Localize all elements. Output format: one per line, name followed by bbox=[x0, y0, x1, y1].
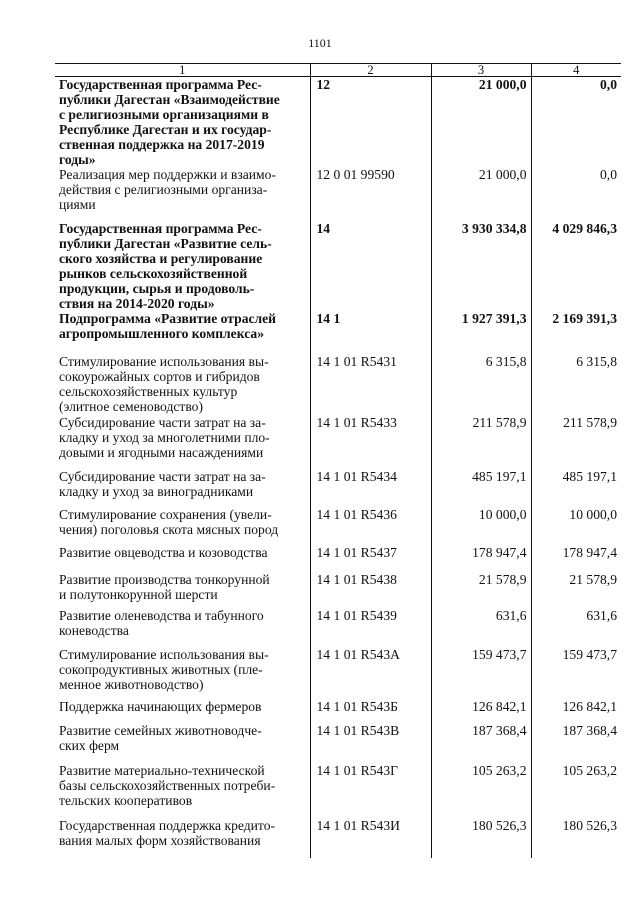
row-name-line: циями bbox=[59, 197, 96, 212]
row-name-line: Развитие производства тонкорунной bbox=[59, 572, 270, 587]
row-name bbox=[55, 507, 310, 545]
row-value-2018: 10 000,0 bbox=[531, 507, 621, 545]
table-row bbox=[55, 572, 621, 608]
row-name-line: Государственная программа Рес- bbox=[59, 221, 262, 236]
row-name bbox=[55, 469, 310, 507]
row-name-line: сельскохозяйственных культур bbox=[59, 384, 238, 399]
row-code: 14 1 01 R543А bbox=[310, 647, 431, 699]
row-name-line: довыми и ягодными насаждениями bbox=[59, 445, 264, 460]
row-code: 14 1 01 R5431 bbox=[310, 354, 431, 415]
row-name-line: и полутонкорунной шерсти bbox=[59, 587, 218, 602]
table-row bbox=[55, 311, 621, 354]
row-name bbox=[55, 723, 310, 763]
row-value-2017: 105 263,2 bbox=[431, 763, 531, 818]
row-name-line: Субсидирование части затрат на за- bbox=[59, 415, 266, 430]
row-value-2018: 631,6 bbox=[531, 608, 621, 647]
row-code: 14 1 01 R543В bbox=[310, 723, 431, 763]
row-code: 14 1 01 R543И bbox=[310, 818, 431, 858]
row-value-2018: 105 263,2 bbox=[531, 763, 621, 818]
row-value-2017: 631,6 bbox=[431, 608, 531, 647]
row-name-line: продукции, сырья и продоволь- bbox=[59, 281, 255, 296]
row-name-line: ских ферм bbox=[59, 738, 120, 753]
row-value-2018: 2 169 391,3 bbox=[531, 311, 621, 354]
row-name bbox=[55, 221, 310, 311]
row-name-line: Реализация мер поддержки и взаимо- bbox=[59, 167, 276, 182]
table-row bbox=[55, 469, 621, 507]
row-code: 12 0 01 99590 bbox=[310, 167, 431, 221]
row-value-2017: 485 197,1 bbox=[431, 469, 531, 507]
row-value-2017: 178 947,4 bbox=[431, 545, 531, 572]
column-header: 2 bbox=[310, 64, 431, 77]
row-name bbox=[55, 647, 310, 699]
column-header: 1 bbox=[55, 64, 310, 77]
table-row bbox=[55, 699, 621, 723]
table-row bbox=[55, 77, 621, 168]
row-name-line: публики Дагестан «Взаимодействие bbox=[59, 92, 280, 107]
row-name-line: Развитие материально-технической bbox=[59, 763, 265, 778]
row-value-2018: 159 473,7 bbox=[531, 647, 621, 699]
table-body bbox=[55, 77, 621, 859]
row-code: 14 1 01 R543Г bbox=[310, 763, 431, 818]
table-row bbox=[55, 221, 621, 311]
row-name-line: вания малых форм хозяйствования bbox=[59, 833, 261, 848]
row-name-line: Подпрограмма «Развитие отраслей bbox=[59, 311, 277, 326]
table-row bbox=[55, 354, 621, 415]
table-row bbox=[55, 167, 621, 221]
row-name bbox=[55, 608, 310, 647]
row-value-2018: 178 947,4 bbox=[531, 545, 621, 572]
row-name-line: Стимулирование использования вы- bbox=[59, 354, 269, 369]
row-code: 14 1 01 R5438 bbox=[310, 572, 431, 608]
row-name-line: с религиозными организациями в bbox=[59, 107, 269, 122]
row-value-2017: 6 315,8 bbox=[431, 354, 531, 415]
row-name bbox=[55, 699, 310, 723]
row-value-2017: 21 000,0 bbox=[431, 167, 531, 221]
row-value-2017: 126 842,1 bbox=[431, 699, 531, 723]
table-row bbox=[55, 545, 621, 572]
row-name-line: базы сельскохозяйственных потреби- bbox=[59, 778, 276, 793]
row-value-2018: 187 368,4 bbox=[531, 723, 621, 763]
row-value-2018: 485 197,1 bbox=[531, 469, 621, 507]
row-name-line: Государственная поддержка кредито- bbox=[59, 818, 276, 833]
column-header: 3 bbox=[431, 64, 531, 77]
row-name-line: Развитие овцеводства и козоводства bbox=[59, 545, 268, 560]
row-name bbox=[55, 763, 310, 818]
row-code: 14 1 01 R543Б bbox=[310, 699, 431, 723]
row-value-2018: 180 526,3 bbox=[531, 818, 621, 858]
row-name-line: Субсидирование части затрат на за- bbox=[59, 469, 266, 484]
row-value-2017: 180 526,3 bbox=[431, 818, 531, 858]
table-row bbox=[55, 608, 621, 647]
row-name-line: коневодства bbox=[59, 623, 129, 638]
row-value-2017: 211 578,9 bbox=[431, 415, 531, 469]
row-name-line: Развитие оленеводства и табунного bbox=[59, 608, 264, 623]
row-name bbox=[55, 415, 310, 469]
table-row bbox=[55, 723, 621, 763]
row-name-line: кладку и уход за виноградниками bbox=[59, 484, 254, 499]
row-code: 14 1 01 R5436 bbox=[310, 507, 431, 545]
row-name-line: Стимулирование использования вы- bbox=[59, 647, 269, 662]
row-name bbox=[55, 77, 310, 168]
row-name-line: публики Дагестан «Развитие сель- bbox=[59, 236, 272, 251]
row-value-2017: 21 578,9 bbox=[431, 572, 531, 608]
table-row bbox=[55, 415, 621, 469]
table-row bbox=[55, 647, 621, 699]
row-code: 12 bbox=[310, 77, 431, 168]
row-name-line: (элитное семеноводство) bbox=[59, 399, 203, 414]
row-value-2018: 4 029 846,3 bbox=[531, 221, 621, 311]
row-code: 14 1 bbox=[310, 311, 431, 354]
row-name-line: Стимулирование сохранения (увели- bbox=[59, 507, 272, 522]
row-name bbox=[55, 311, 310, 354]
row-name-line: рынков сельскохозяйственной bbox=[59, 266, 248, 281]
row-name-line: ствия на 2014-2020 годы» bbox=[59, 296, 215, 311]
row-name-line: сокопродуктивных животных (пле- bbox=[59, 662, 263, 677]
row-name-line: Развитие семейных животноводче- bbox=[59, 723, 262, 738]
row-name-line: агропромышленного комплекса» bbox=[59, 326, 264, 341]
column-header: 4 bbox=[531, 64, 621, 77]
table-row bbox=[55, 818, 621, 858]
row-code: 14 1 01 R5433 bbox=[310, 415, 431, 469]
row-name bbox=[55, 818, 310, 858]
row-name-line: менное животноводство) bbox=[59, 677, 204, 692]
row-value-2017: 1 927 391,3 bbox=[431, 311, 531, 354]
row-name-line: тельских кооперативов bbox=[59, 793, 193, 808]
row-value-2017: 21 000,0 bbox=[431, 77, 531, 168]
page-number: 1101 bbox=[308, 36, 332, 50]
row-name-line: кладку и уход за многолетними пло- bbox=[59, 430, 270, 445]
row-name-line: ского хозяйства и регулирование bbox=[59, 251, 263, 266]
row-code: 14 1 01 R5439 bbox=[310, 608, 431, 647]
budget-table bbox=[55, 63, 621, 858]
row-code: 14 1 01 R5437 bbox=[310, 545, 431, 572]
row-value-2018: 0,0 bbox=[531, 167, 621, 221]
row-name-line: Республике Дагестан и их государ- bbox=[59, 122, 272, 137]
table-row bbox=[55, 763, 621, 818]
row-name bbox=[55, 545, 310, 572]
row-value-2018: 21 578,9 bbox=[531, 572, 621, 608]
row-code: 14 1 01 R5434 bbox=[310, 469, 431, 507]
row-value-2017: 10 000,0 bbox=[431, 507, 531, 545]
row-value-2017: 187 368,4 bbox=[431, 723, 531, 763]
table-row bbox=[55, 507, 621, 545]
row-name-line: ственная поддержка на 2017-2019 bbox=[59, 137, 265, 152]
row-name-line: действия с религиозными организа- bbox=[59, 182, 268, 197]
row-value-2018: 0,0 bbox=[531, 77, 621, 168]
row-name-line: Государственная программа Рес- bbox=[59, 77, 262, 92]
row-value-2018: 211 578,9 bbox=[531, 415, 621, 469]
table-header-row bbox=[55, 64, 621, 77]
row-value-2018: 126 842,1 bbox=[531, 699, 621, 723]
row-name-line: сокоурожайных сортов и гибридов bbox=[59, 369, 260, 384]
row-value-2017: 159 473,7 bbox=[431, 647, 531, 699]
row-name bbox=[55, 572, 310, 608]
row-value-2017: 3 930 334,8 bbox=[431, 221, 531, 311]
row-code: 14 bbox=[310, 221, 431, 311]
row-name-line: годы» bbox=[59, 152, 96, 167]
row-name-line: чения) поголовья скота мясных пород bbox=[59, 522, 279, 537]
row-name-line: Поддержка начинающих фермеров bbox=[59, 699, 262, 714]
row-name bbox=[55, 354, 310, 415]
row-value-2018: 6 315,8 bbox=[531, 354, 621, 415]
row-name bbox=[55, 167, 310, 221]
